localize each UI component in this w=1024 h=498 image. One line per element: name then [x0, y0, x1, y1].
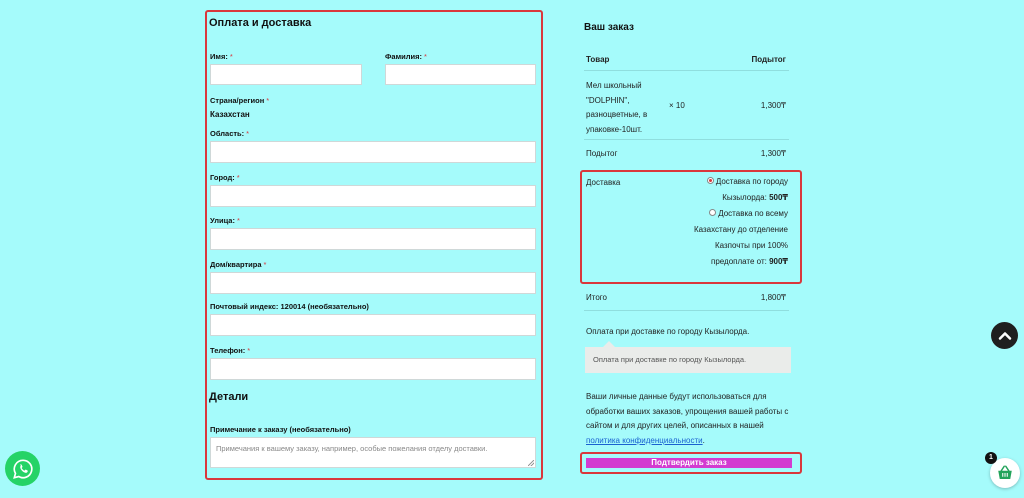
subtotal-value: 1,300₸: [760, 149, 786, 158]
notes-label: Примечание к заказу (необязательно): [210, 425, 351, 434]
first-name-input[interactable]: [210, 64, 362, 85]
phone-input[interactable]: [210, 358, 536, 380]
submit-section: [580, 452, 802, 474]
house-label: Дом/квартира *: [210, 260, 267, 269]
order-table-header: [586, 55, 786, 64]
radio-selected-icon[interactable]: [707, 177, 714, 184]
col-subtotal-header: Подытог: [751, 55, 786, 64]
country-value: Казахстан: [210, 110, 250, 119]
shipping-option-city[interactable]: Доставка по городу Кызылорда: 500₸: [678, 174, 788, 206]
divider: [584, 310, 789, 311]
payment-method-label[interactable]: Оплата при доставке по городу Кызылорда.: [586, 327, 750, 336]
house-input[interactable]: [210, 272, 536, 294]
details-title: Детали: [209, 391, 249, 403]
city-label: Город: *: [210, 173, 240, 182]
col-product-header: Товар: [586, 55, 610, 64]
street-input[interactable]: [210, 228, 536, 250]
billing-title: Оплата и доставка: [209, 17, 312, 29]
privacy-policy-link[interactable]: политика конфиденциальности: [586, 435, 703, 445]
divider: [584, 70, 789, 71]
item-total: 1,300₸: [760, 101, 786, 110]
chevron-up-icon: [997, 328, 1013, 344]
total-value: 1,800₸: [760, 293, 786, 302]
resize-handle-icon[interactable]: [528, 460, 534, 466]
region-input[interactable]: [210, 141, 536, 163]
subtotal-label: Подытог: [586, 149, 618, 158]
total-row: [586, 293, 786, 302]
shipping-section: [580, 170, 802, 284]
whatsapp-button[interactable]: [5, 451, 40, 486]
payment-description: Оплата при доставке по городу Кызылорда.: [593, 355, 747, 364]
subtotal-row: [586, 149, 786, 158]
postcode-input[interactable]: [210, 314, 536, 336]
item-qty: × 10: [669, 101, 685, 110]
last-name-label: Фамилия: *: [385, 52, 427, 61]
postcode-label: Почтовый индекс: 120014 (необязательно): [210, 302, 369, 311]
country-label: Страна/регион *: [210, 96, 270, 105]
privacy-notice: Ваши личные данные будут использоваться для обработки ваших заказов, упрощения вашей работы с сайтом и для других целей, описанных в нашей политика конфиденциальности.: [586, 392, 789, 445]
order-notes-textarea[interactable]: [210, 437, 536, 468]
cart-count-badge: 1: [985, 452, 997, 464]
scroll-to-top-button[interactable]: [991, 322, 1018, 349]
street-label: Улица: *: [210, 216, 240, 225]
item-name: Мел школьный "DOLPHIN", разноцветные, в упаковке-10шт.: [586, 81, 648, 134]
phone-label: Телефон: *: [210, 346, 251, 355]
place-order-button[interactable]: Подтвердить заказ: [586, 458, 792, 468]
order-item-row: [586, 79, 786, 134]
radio-unselected-icon[interactable]: [709, 209, 716, 216]
total-label: Итого: [586, 293, 607, 302]
city-input[interactable]: [210, 185, 536, 207]
last-name-input[interactable]: [385, 64, 536, 85]
divider: [584, 139, 789, 140]
order-title: Ваш заказ: [584, 22, 634, 33]
basket-icon: [996, 464, 1014, 482]
region-label: Область: *: [210, 129, 250, 138]
first-name-label: Имя: *: [210, 52, 233, 61]
shipping-option-kazpost[interactable]: Доставка по всему Казахстану до отделение Казпочты при 100% предоплате от: 900₸: [693, 209, 788, 266]
whatsapp-icon: [12, 458, 34, 480]
payment-description-box: [585, 347, 791, 373]
shipping-label: Доставка: [586, 178, 621, 187]
